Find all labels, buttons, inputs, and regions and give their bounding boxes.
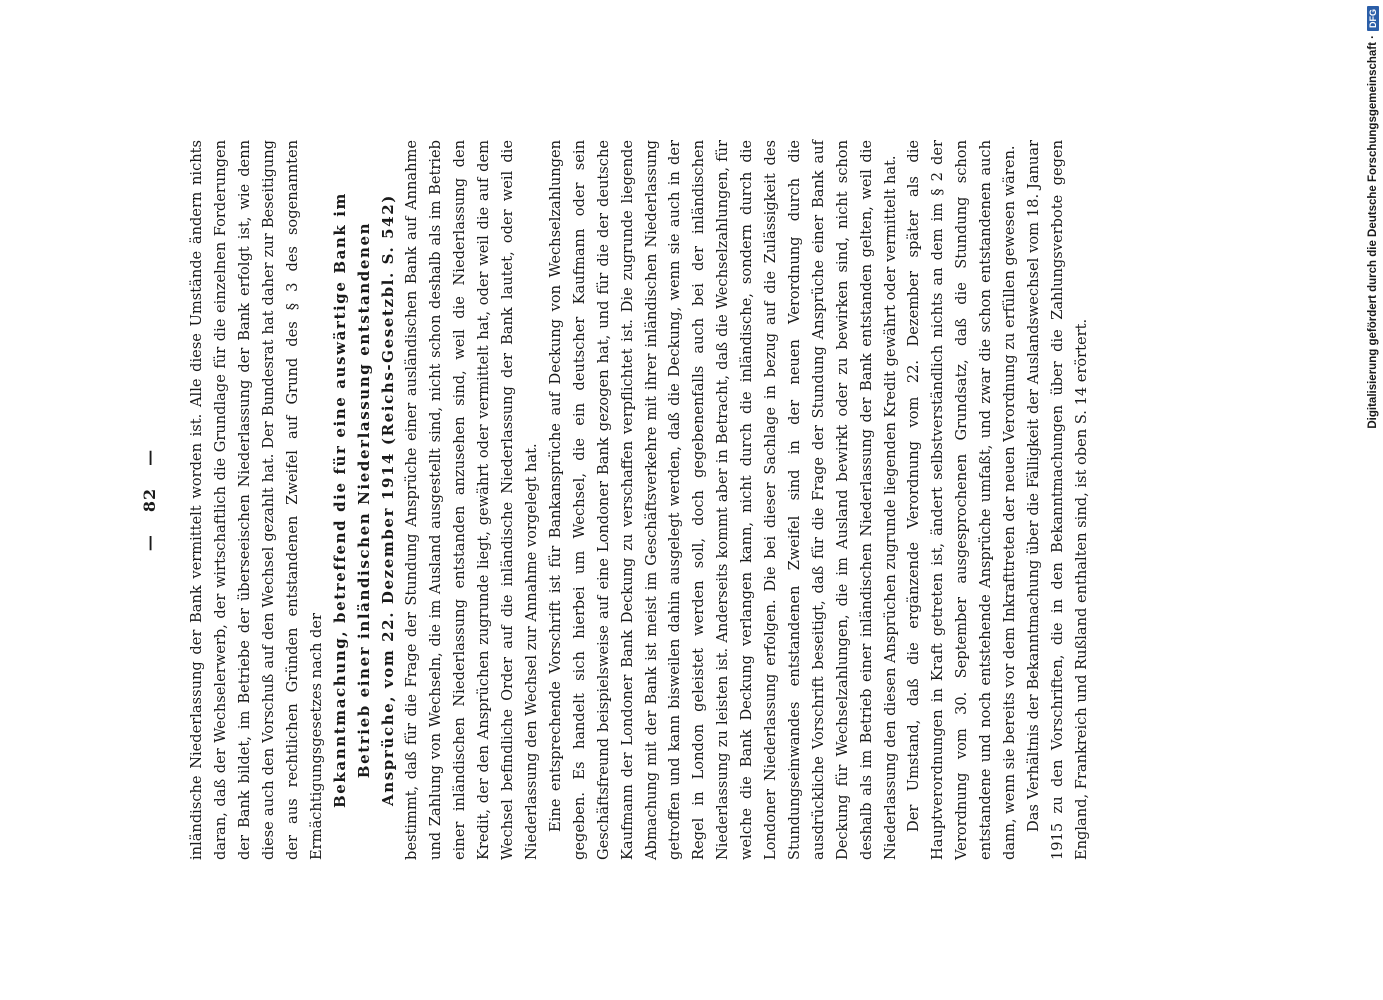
paragraph-2: bestimmt, daß für die Frage der Stundung Ansprüche einer ausländischen Bank auf Annahme und Zahlung von Wechseln, die im Ausland ausgestellt sind, nicht schon deshalb als im Betrieb einer inländischen Niederlassung entstanden anzusehen sind, weil die Niederlassung den Kredit, der den Ansprüchen zugrunde liegt, gewährt oder vermittelt hat, oder weil die auf dem Wechsel befindliche Order auf die inländische Niederlassung der Bank lautet, oder weil die Niederlassung den Wechsel zur Annahme vorgelegt hat. [403,140,540,860]
page-header [140,140,159,860]
header-dash-right: — [140,448,159,466]
paragraph-1: inländische Niederlassung der Bank vermittelt worden ist. Alle diese Umstände ändern nichts daran, daß der Wechselerwerb, der wirtschaftlich die Grundlage für die einzelnen Forderungen der Bank bildet, im Betriebe der überseeischen Niederlassung der Bank erfolgt ist, wie denn diese auch den Vorschuß auf den Wechsel gezahlt hat. Der Bundesrat hat daher zur Beseitigung der aus rechtlichen Gründen entstandenen Zweifel auf Grund des § 3 des sogenannten Ermächtigungsgesetzes nach der [188,140,325,860]
credit-text: Digitalisierung gefördert durch die Deutsche Forschungsgemeinschaft · [1367,35,1379,429]
header-dash-left: — [140,534,159,552]
section-heading: Bekanntmachung, betreffend die für eine auswärtige Bank im Betrieb einer inländischen Niederlassung entstandenen Ansprüche, vom 22. Dezember 1914 (Reichs-Gesetzbl. S. 542) [331,191,398,809]
digitization-credit [1362,6,1383,996]
paragraph-4: Der Umstand, daß die ergänzende Verordnung vom 22. Dezember später als die Hauptverordnungen in Kraft getreten ist, ändert selbstverständlich nichts an dem im § 2 der Verordnung vom 30. September ausgesprochenen Grundsatz, daß die Stundung schon entstandene und noch entstehende Ansprüche umfaßt, und zwar die schon entstandenen auch dann, wenn sie bereits vor dem Inkrafttreten der neuen Verordnung zu erfüllen gewesen wären. [905,140,1019,860]
page-number: 82 [140,487,159,513]
paragraph-3: Eine entsprechende Vorschrift ist für Bankansprüche auf Deckung von Wechselzahlungen gegeben. Es handelt sich hierbei um Wechsel, die ein deutscher Kaufmann oder sein Geschäftsfreund beispielsweise auf eine Londoner Bank gezogen hat, und für die der deutsche Kaufmann der Londoner Bank Deckung zu verschaffen verpflichtet ist. Die zugrunde liegende Abmachung mit der Bank ist meist im Geschäftsverkehre mit ihrer inländischen Niederlassung getroffen und kann bisweilen dahin ausgelegt werden, daß die Deckung, wenn sie auch in der Regel in London geleistet werden soll, doch gegebenenfalls auch bei der inländischen Niederlassung zu leisten ist. Anderseits kommt aber in Betracht, daß die Wechselzahlungen, für welche die Bank Deckung verlangen kann, nicht durch die inländische, sondern durch die Londoner Niederlassung erfolgen. Die bei dieser Sachlage in bezug auf die Zulässigkeit des Stundungseinwandes entstandenen Zweifel sind in der neuen Verordnung durch die ausdrückliche Vorschrift beseitigt, daß für die Frage der Stundung Ansprüche einer Bank auf Deckung für Wechselzahlungen, die im Ausland bewirkt oder zu bewirken sind, nicht schon deshalb als im Betrieb einer inländischen Niederlassung der Bank entstanden gelten, weil die Niederlassung den diesen Ansprüchen zugrunde liegenden Kredit gewährt oder vermittelt hat. [546,140,899,860]
dfg-logo-icon: DFG [1367,6,1379,31]
paragraph-5: Das Verhältnis der Bekanntmachung über die Fälligkeit der Auslandswechsel vom 18. Januar 1915 zu den Vorschriften, die in den Bekanntmachungen über die Zahlungsverbote gegen England, Frankreich und Rußland enthalten sind, ist oben S. 14 erörtert. [1025,140,1090,860]
document-page [80,100,1200,900]
